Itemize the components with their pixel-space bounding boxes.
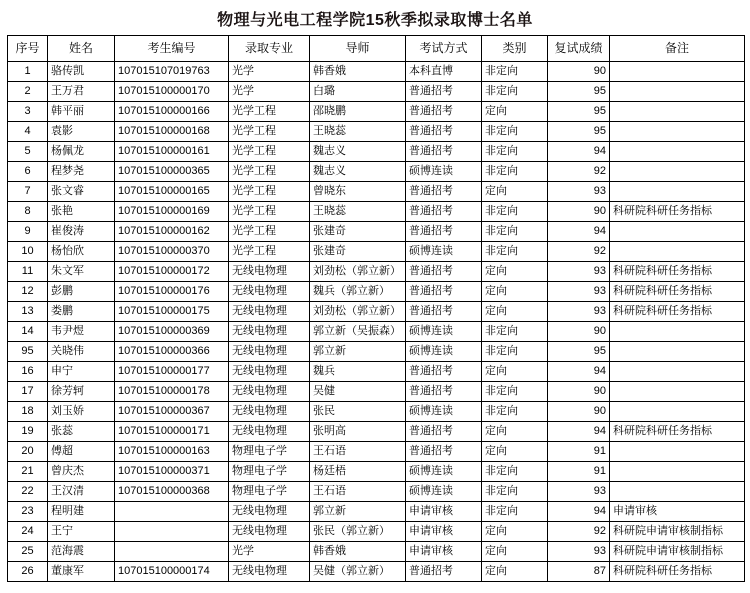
table-cell: 程明建	[48, 502, 115, 522]
table-cell: 张艳	[48, 202, 115, 222]
column-header: 导师	[310, 36, 406, 62]
table-cell: 非定向	[482, 82, 548, 102]
table-cell: 科研院申请审核制指标	[610, 542, 745, 562]
table-cell: 107015100000166	[115, 102, 229, 122]
table-cell: 硕博连读	[406, 402, 482, 422]
table-cell: 定向	[482, 262, 548, 282]
table-cell: 韩香娥	[310, 62, 406, 82]
table-cell: 王石语	[310, 482, 406, 502]
table-cell: 物理电子学	[229, 462, 310, 482]
table-cell: 定向	[482, 542, 548, 562]
table-cell: 定向	[482, 362, 548, 382]
table-cell: 郭立新（吴振森）	[310, 322, 406, 342]
table-cell: 光学工程	[229, 182, 310, 202]
table-cell: 科研院科研任务指标	[610, 302, 745, 322]
table-cell: 普通招考	[406, 362, 482, 382]
table-cell: 13	[8, 302, 48, 322]
table-cell: 2	[8, 82, 48, 102]
table-cell: 24	[8, 522, 48, 542]
table-cell: 94	[548, 222, 610, 242]
table-cell: 王晓蕊	[310, 202, 406, 222]
table-cell: 张民	[310, 402, 406, 422]
table-cell: 107015100000161	[115, 142, 229, 162]
table-row	[8, 562, 745, 582]
column-header: 考试方式	[406, 36, 482, 62]
table-cell: 12	[8, 282, 48, 302]
table-cell: 硕博连读	[406, 342, 482, 362]
table-cell	[610, 442, 745, 462]
table-cell: 107015100000177	[115, 362, 229, 382]
table-cell: 93	[548, 262, 610, 282]
table-cell: 普通招考	[406, 382, 482, 402]
table-cell	[610, 342, 745, 362]
table-cell: 申请审核	[406, 502, 482, 522]
table-cell: 93	[548, 542, 610, 562]
table-cell: 107015100000176	[115, 282, 229, 302]
table-cell: 18	[8, 402, 48, 422]
table-cell: 科研院科研任务指标	[610, 262, 745, 282]
table-cell: 107015100000169	[115, 202, 229, 222]
table-cell: 普通招考	[406, 82, 482, 102]
table-cell: 魏志义	[310, 142, 406, 162]
table-cell: 非定向	[482, 482, 548, 502]
table-cell: 定向	[482, 302, 548, 322]
table-cell: 107015100000163	[115, 442, 229, 462]
table-cell: 107015100000368	[115, 482, 229, 502]
table-cell: 95	[8, 342, 48, 362]
admission-roster-table	[7, 35, 745, 582]
table-row	[8, 282, 745, 302]
table-cell: 94	[548, 362, 610, 382]
table-cell: 无线电物理	[229, 382, 310, 402]
table-cell: 郭立新	[310, 502, 406, 522]
table-cell: 4	[8, 122, 48, 142]
table-cell: 非定向	[482, 462, 548, 482]
table-cell	[610, 102, 745, 122]
table-cell: 3	[8, 102, 48, 122]
table-row	[8, 322, 745, 342]
table-cell: 硕博连读	[406, 162, 482, 182]
table-cell: 90	[548, 202, 610, 222]
table-cell: 韦尹煜	[48, 322, 115, 342]
table-row	[8, 362, 745, 382]
column-header: 姓名	[48, 36, 115, 62]
table-cell: 科研院科研任务指标	[610, 202, 745, 222]
table-cell: 韩香娥	[310, 542, 406, 562]
table-cell: 普通招考	[406, 122, 482, 142]
table-cell: 硕博连读	[406, 482, 482, 502]
table-cell: 93	[548, 182, 610, 202]
table-cell: 王石语	[310, 442, 406, 462]
table-row	[8, 262, 745, 282]
table-cell: 张建奇	[310, 222, 406, 242]
table-cell: 彭鹏	[48, 282, 115, 302]
table-cell: 王晓蕊	[310, 122, 406, 142]
table-cell: 7	[8, 182, 48, 202]
table-cell: 张蕊	[48, 422, 115, 442]
table-cell: 光学	[229, 542, 310, 562]
table-cell: 14	[8, 322, 48, 342]
table-cell: 张民（郭立新）	[310, 522, 406, 542]
table-cell: 定向	[482, 562, 548, 582]
table-cell: 107015100000162	[115, 222, 229, 242]
table-cell	[610, 162, 745, 182]
table-cell: 90	[548, 322, 610, 342]
table-cell: 107015100000369	[115, 322, 229, 342]
table-cell: 107015100000178	[115, 382, 229, 402]
table-cell: 无线电物理	[229, 322, 310, 342]
table-cell: 魏兵	[310, 362, 406, 382]
table-cell: 17	[8, 382, 48, 402]
column-header: 序号	[8, 36, 48, 62]
table-cell: 107015100000370	[115, 242, 229, 262]
table-cell: 普通招考	[406, 202, 482, 222]
table-cell: 非定向	[482, 242, 548, 262]
table-cell: 无线电物理	[229, 562, 310, 582]
table-row	[8, 102, 745, 122]
table-cell	[610, 142, 745, 162]
table-cell: 范海震	[48, 542, 115, 562]
table-cell: 107015100000175	[115, 302, 229, 322]
table-cell: 23	[8, 502, 48, 522]
table-cell: 刘玉娇	[48, 402, 115, 422]
table-row	[8, 82, 745, 102]
table-body	[8, 62, 745, 582]
table-row	[8, 182, 745, 202]
table-cell: 普通招考	[406, 282, 482, 302]
table-cell: 93	[548, 302, 610, 322]
table-cell: 无线电物理	[229, 402, 310, 422]
table-cell: 邵晓鹏	[310, 102, 406, 122]
table-cell: 非定向	[482, 322, 548, 342]
table-cell: 95	[548, 102, 610, 122]
table-cell: 光学	[229, 82, 310, 102]
table-cell: 定向	[482, 182, 548, 202]
table-cell: 无线电物理	[229, 342, 310, 362]
table-cell: 光学工程	[229, 222, 310, 242]
table-cell: 光学工程	[229, 202, 310, 222]
table-row	[8, 122, 745, 142]
table-cell: 科研院科研任务指标	[610, 422, 745, 442]
table-cell: 90	[548, 382, 610, 402]
table-cell: 申请审核	[406, 542, 482, 562]
table-cell: 光学	[229, 62, 310, 82]
table-cell: 韩平丽	[48, 102, 115, 122]
table-cell: 定向	[482, 442, 548, 462]
table-row	[8, 522, 745, 542]
table-cell: 光学工程	[229, 102, 310, 122]
table-cell: 董康军	[48, 562, 115, 582]
table-cell	[610, 322, 745, 342]
table-cell: 非定向	[482, 122, 548, 142]
column-header: 类别	[482, 36, 548, 62]
table-cell: 骆传凯	[48, 62, 115, 82]
table-cell: 非定向	[482, 142, 548, 162]
table-cell: 11	[8, 262, 48, 282]
table-cell: 硕博连读	[406, 242, 482, 262]
table-cell: 定向	[482, 282, 548, 302]
table-cell: 普通招考	[406, 262, 482, 282]
table-cell	[610, 62, 745, 82]
table-cell: 22	[8, 482, 48, 502]
table-cell: 科研院科研任务指标	[610, 562, 745, 582]
table-cell	[610, 222, 745, 242]
table-cell: 无线电物理	[229, 302, 310, 322]
table-cell	[115, 522, 229, 542]
table-cell: 硕博连读	[406, 462, 482, 482]
table-cell: 无线电物理	[229, 422, 310, 442]
table-cell: 非定向	[482, 502, 548, 522]
table-row	[8, 142, 745, 162]
table-cell: 曾晓东	[310, 182, 406, 202]
table-cell: 徐芳轲	[48, 382, 115, 402]
table-cell: 郭立新	[310, 342, 406, 362]
table-cell: 107015100000168	[115, 122, 229, 142]
table-cell: 王汉清	[48, 482, 115, 502]
table-cell: 无线电物理	[229, 362, 310, 382]
table-row	[8, 502, 745, 522]
column-header: 复试成绩	[548, 36, 610, 62]
table-cell: 吴健（郭立新）	[310, 562, 406, 582]
table-cell	[610, 362, 745, 382]
table-cell: 非定向	[482, 202, 548, 222]
table-cell	[610, 242, 745, 262]
table-cell: 1	[8, 62, 48, 82]
table-cell: 曾庆杰	[48, 462, 115, 482]
table-cell: 21	[8, 462, 48, 482]
table-cell: 107015107019763	[115, 62, 229, 82]
table-cell: 107015100000170	[115, 82, 229, 102]
table-cell	[610, 382, 745, 402]
table-cell: 张文睿	[48, 182, 115, 202]
table-cell: 王万君	[48, 82, 115, 102]
table-cell: 107015100000174	[115, 562, 229, 582]
table-cell: 95	[548, 342, 610, 362]
table-cell: 10	[8, 242, 48, 262]
table-cell: 107015100000165	[115, 182, 229, 202]
table-cell: 娄鹏	[48, 302, 115, 322]
table-cell: 25	[8, 542, 48, 562]
table-cell: 91	[548, 442, 610, 462]
table-cell	[610, 462, 745, 482]
table-cell: 刘劲松（郭立新）	[310, 262, 406, 282]
table-cell: 光学工程	[229, 162, 310, 182]
table-cell: 非定向	[482, 342, 548, 362]
page-title: 物理与光电工程学院15秋季拟录取博士名单	[217, 12, 533, 29]
column-header: 考生编号	[115, 36, 229, 62]
table-cell: 关晓伟	[48, 342, 115, 362]
table-cell: 非定向	[482, 162, 548, 182]
table-cell: 107015100000365	[115, 162, 229, 182]
table-cell: 92	[548, 522, 610, 542]
table-cell: 非定向	[482, 62, 548, 82]
table-cell: 普通招考	[406, 142, 482, 162]
table-cell: 杨佩龙	[48, 142, 115, 162]
table-cell: 物理电子学	[229, 482, 310, 502]
table-cell	[610, 482, 745, 502]
table-cell: 申宁	[48, 362, 115, 382]
table-row	[8, 482, 745, 502]
table-cell: 92	[548, 162, 610, 182]
table-cell: 94	[548, 142, 610, 162]
table-row	[8, 222, 745, 242]
table-row	[8, 382, 745, 402]
table-cell: 杨廷梧	[310, 462, 406, 482]
table-cell: 90	[548, 62, 610, 82]
table-cell	[610, 122, 745, 142]
table-cell	[610, 402, 745, 422]
table-row	[8, 402, 745, 422]
table-cell: 张建奇	[310, 242, 406, 262]
table-cell: 无线电物理	[229, 502, 310, 522]
table-cell: 崔俊涛	[48, 222, 115, 242]
table-row	[8, 162, 745, 182]
table-row	[8, 442, 745, 462]
table-cell: 光学工程	[229, 142, 310, 162]
table-cell: 定向	[482, 422, 548, 442]
table-row	[8, 302, 745, 322]
table-cell: 普通招考	[406, 442, 482, 462]
table-cell: 申请审核	[406, 522, 482, 542]
table-cell: 普通招考	[406, 302, 482, 322]
table-cell: 93	[548, 482, 610, 502]
table-cell	[115, 542, 229, 562]
table-cell: 5	[8, 142, 48, 162]
table-cell: 定向	[482, 102, 548, 122]
table-cell: 申请审核	[610, 502, 745, 522]
table-cell: 普通招考	[406, 182, 482, 202]
table-cell: 普通招考	[406, 562, 482, 582]
table-cell: 物理电子学	[229, 442, 310, 462]
table-cell: 非定向	[482, 222, 548, 242]
table-cell: 20	[8, 442, 48, 462]
table-cell: 6	[8, 162, 48, 182]
table-row	[8, 202, 745, 222]
table-cell: 95	[548, 122, 610, 142]
table-cell: 硕博连读	[406, 322, 482, 342]
table-cell: 26	[8, 562, 48, 582]
table-cell: 无线电物理	[229, 282, 310, 302]
table-cell: 普通招考	[406, 422, 482, 442]
table-cell: 普通招考	[406, 102, 482, 122]
table-cell: 94	[548, 502, 610, 522]
table-row	[8, 62, 745, 82]
table-cell: 107015100000171	[115, 422, 229, 442]
table-cell: 定向	[482, 522, 548, 542]
table-head	[8, 36, 745, 62]
table-cell: 科研院科研任务指标	[610, 282, 745, 302]
table-cell: 90	[548, 402, 610, 422]
table-cell: 张明高	[310, 422, 406, 442]
column-header: 录取专业	[229, 36, 310, 62]
table-cell: 魏兵（郭立新）	[310, 282, 406, 302]
table-cell: 无线电物理	[229, 522, 310, 542]
table-cell: 9	[8, 222, 48, 242]
table-cell: 无线电物理	[229, 262, 310, 282]
table-cell: 光学工程	[229, 242, 310, 262]
table-row	[8, 422, 745, 442]
table-header-row	[8, 36, 745, 62]
table-cell: 魏志义	[310, 162, 406, 182]
table-cell	[610, 82, 745, 102]
table-cell: 杨怡欣	[48, 242, 115, 262]
table-row	[8, 242, 745, 262]
table-cell: 袁影	[48, 122, 115, 142]
table-cell: 107015100000366	[115, 342, 229, 362]
column-header: 备注	[610, 36, 745, 62]
table-cell: 程梦尧	[48, 162, 115, 182]
table-cell	[115, 502, 229, 522]
table-cell: 107015100000371	[115, 462, 229, 482]
table-cell: 87	[548, 562, 610, 582]
table-cell: 白璐	[310, 82, 406, 102]
table-cell: 本科直博	[406, 62, 482, 82]
table-cell: 95	[548, 82, 610, 102]
table-cell: 朱文军	[48, 262, 115, 282]
table-row	[8, 542, 745, 562]
table-row	[8, 342, 745, 362]
table-cell: 光学工程	[229, 122, 310, 142]
table-cell: 91	[548, 462, 610, 482]
table-cell: 94	[548, 422, 610, 442]
table-cell: 8	[8, 202, 48, 222]
table-cell: 普通招考	[406, 222, 482, 242]
table-cell: 王宁	[48, 522, 115, 542]
table-cell: 刘劲松（郭立新）	[310, 302, 406, 322]
table-cell: 吴健	[310, 382, 406, 402]
table-cell: 19	[8, 422, 48, 442]
table-cell: 92	[548, 242, 610, 262]
table-cell: 非定向	[482, 382, 548, 402]
table-cell: 107015100000367	[115, 402, 229, 422]
table-cell: 93	[548, 282, 610, 302]
table-cell: 107015100000172	[115, 262, 229, 282]
table-cell: 科研院申请审核制指标	[610, 522, 745, 542]
table-cell: 非定向	[482, 402, 548, 422]
table-cell: 16	[8, 362, 48, 382]
table-row	[8, 462, 745, 482]
table-cell: 傅超	[48, 442, 115, 462]
table-cell	[610, 182, 745, 202]
